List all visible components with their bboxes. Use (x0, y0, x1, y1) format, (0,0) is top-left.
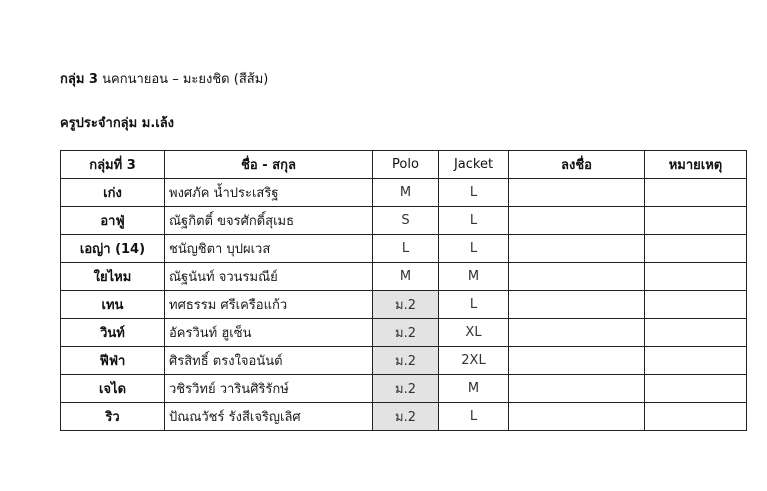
polo-size-cell: ม.2 (373, 319, 439, 347)
table-row (61, 375, 747, 403)
nickname-cell: เอญ่า (14) (61, 235, 165, 263)
jacket-size-cell: L (439, 179, 509, 207)
teacher-line: ครูประจำกลุ่ม ม.เล้ง (60, 116, 175, 131)
table-header-row (61, 151, 747, 179)
full-name-cell: พงศภัค น้ำประเสริฐ (165, 179, 373, 207)
header-name: ชื่อ - สกุล (165, 151, 373, 179)
full-name-cell: ศิรสิทธิ์ ตรงใจอนันต์ (165, 347, 373, 375)
polo-size-cell: S (373, 207, 439, 235)
nickname-cell: วินท์ (61, 319, 165, 347)
note-cell (645, 207, 747, 235)
full-name-cell: วชิรวิทย์ วารินศิริรักษ์ (165, 375, 373, 403)
nickname-cell: ใยไหม (61, 263, 165, 291)
signature-cell (509, 319, 645, 347)
jacket-size-cell: XL (439, 319, 509, 347)
table-row (61, 403, 747, 431)
polo-size-cell: L (373, 235, 439, 263)
note-cell (645, 403, 747, 431)
note-cell (645, 375, 747, 403)
note-cell (645, 319, 747, 347)
header-group: กลุ่มที่ 3 (61, 151, 165, 179)
signature-cell (509, 291, 645, 319)
signature-cell (509, 403, 645, 431)
table-row (61, 347, 747, 375)
nickname-cell: เจได (61, 375, 165, 403)
table-row (61, 235, 747, 263)
signature-cell (509, 263, 645, 291)
jacket-size-cell: L (439, 207, 509, 235)
signature-cell (509, 375, 645, 403)
group-description: นคกนายอน – มะยงชิด (สีส้ม) (97, 72, 269, 87)
signature-cell (509, 207, 645, 235)
note-cell (645, 347, 747, 375)
group-title (60, 71, 268, 89)
table-row (61, 263, 747, 291)
signature-cell (509, 179, 645, 207)
nickname-cell: เก่ง (61, 179, 165, 207)
polo-size-cell: ม.2 (373, 375, 439, 403)
roster-body (61, 179, 747, 431)
group-label: กลุ่ม 3 (60, 72, 98, 87)
header-note: หมายเหตุ (645, 151, 747, 179)
note-cell (645, 263, 747, 291)
nickname-cell: อาฟู่ (61, 207, 165, 235)
full-name-cell: อัครวินท์ ฮูเซ็น (165, 319, 373, 347)
header-polo: Polo (373, 151, 439, 179)
jacket-size-cell: L (439, 403, 509, 431)
header-jacket: Jacket (439, 151, 509, 179)
table-row (61, 291, 747, 319)
polo-size-cell: M (373, 179, 439, 207)
jacket-size-cell: M (439, 263, 509, 291)
polo-size-cell: ม.2 (373, 291, 439, 319)
note-cell (645, 291, 747, 319)
jacket-size-cell: 2XL (439, 347, 509, 375)
polo-size-cell: ม.2 (373, 403, 439, 431)
full-name-cell: ณัฐกิตติ์ ขจรศักดิ์สุเมธ (165, 207, 373, 235)
nickname-cell: เทน (61, 291, 165, 319)
header-sign: ลงชื่อ (509, 151, 645, 179)
signature-cell (509, 347, 645, 375)
full-name-cell: ทศธรรม ศรีเครือแก้ว (165, 291, 373, 319)
table-row (61, 207, 747, 235)
note-cell (645, 235, 747, 263)
polo-size-cell: ม.2 (373, 347, 439, 375)
jacket-size-cell: M (439, 375, 509, 403)
full-name-cell: ปัณณวัชร์ รังสีเจริญเลิศ (165, 403, 373, 431)
note-cell (645, 179, 747, 207)
full-name-cell: ชนัญชิตา บุปผเวส (165, 235, 373, 263)
table-row (61, 319, 747, 347)
full-name-cell: ณัฐนันท์ จวนรมณีย์ (165, 263, 373, 291)
table-row (61, 179, 747, 207)
polo-size-cell: M (373, 263, 439, 291)
nickname-cell: ริว (61, 403, 165, 431)
signature-cell (509, 235, 645, 263)
jacket-size-cell: L (439, 235, 509, 263)
jacket-size-cell: L (439, 291, 509, 319)
roster-table (60, 150, 747, 431)
nickname-cell: ฟีฟ่า (61, 347, 165, 375)
